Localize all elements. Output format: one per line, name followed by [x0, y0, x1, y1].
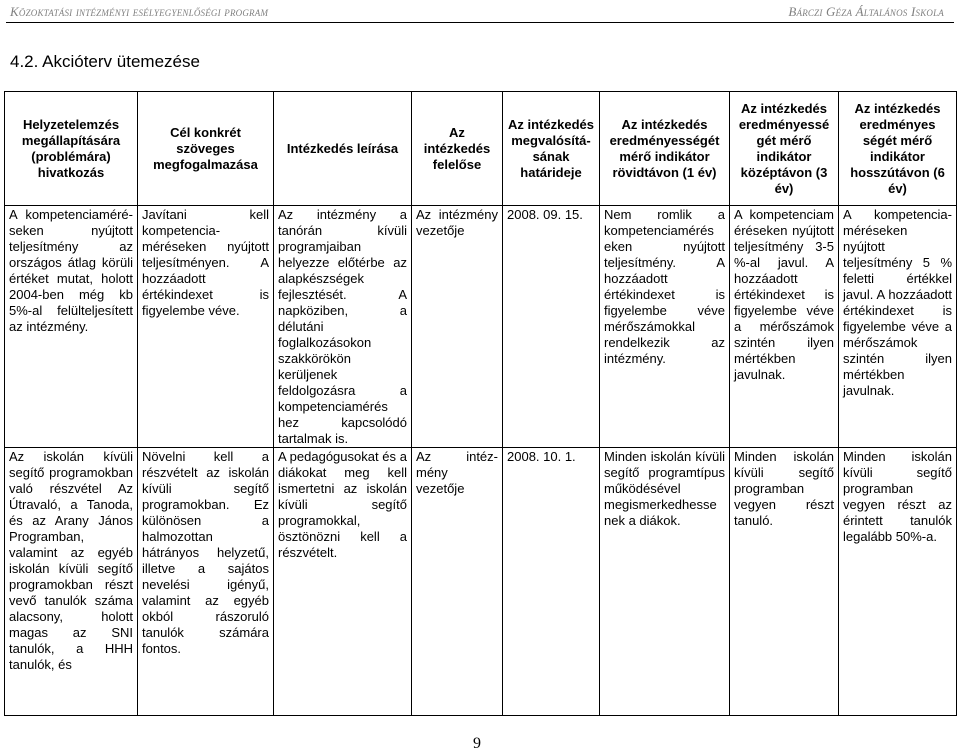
- table-cell: A kompetenciam éréseken nyújtott teljesítmény 3-5 %-al javul. A hozzáadott értékindexet is figyelembe véve a mérőszámok szintén ilyen mértékben javulnak.: [730, 206, 839, 448]
- table-cell: Javítani kell kompetencia-méréseken nyújtott teljesítményen. A hozzáadott értékindexet is figyelembe véve.: [138, 206, 274, 448]
- table-cell: Minden iskolán kívüli segítő programban vegyen részt tanuló.: [730, 448, 839, 716]
- table-cell: Az intézmény a tanórán kívüli programjaiban helyezze előtérbe az alapkészségek fejlesztését. A napköziben, a délutáni foglalkozásokon szakkörökön kerüljenek feldolgozásra a kompetenciamérés hez kapcsolódó tartalmak is.: [274, 206, 412, 448]
- column-header: Az intézkedés eredményességét mérő indikátor rövidtávon (1 év): [600, 92, 730, 206]
- column-header: Az intézkedés megvalósítá-sának határideje: [503, 92, 600, 206]
- header-divider: [6, 22, 954, 23]
- table-header-row: [5, 92, 957, 206]
- table-cell: 2008. 10. 1.: [503, 448, 600, 716]
- column-header: Intézkedés leírása: [274, 92, 412, 206]
- running-header-right: Bárczi Géza Általános Iskola: [788, 4, 944, 19]
- section-title: 4.2. Akcióterv ütemezése: [10, 52, 200, 71]
- table-cell: Az intézmény vezetője: [412, 206, 503, 448]
- table-cell: 2008. 09. 15.: [503, 206, 600, 448]
- table-cell: A kompetenciaméré-seken nyújtott teljesítmény az országos átlag körüli értéket mutat, holott 2004-ben még kb 5%-al felülteljesített az intézmény.: [5, 206, 138, 448]
- column-header: Az intézkedés eredményes ségét mérő indikátor hosszútávon (6 év): [839, 92, 957, 206]
- column-header: Cél konkrét szöveges megfogalmazása: [138, 92, 274, 206]
- running-header-left: Közoktatási intézményi esélyegyenlőségi program: [10, 4, 269, 19]
- table-cell: Az intéz-mény vezetője: [412, 448, 503, 716]
- column-header: Az intézkedés eredményessé gét mérő indikátor középtávon (3 év): [730, 92, 839, 206]
- table-cell: A kompetencia-méréseken nyújtott teljesítmény 5 % feletti értékkel javul. A hozzáadott értékindexet is figyelembe véve a mérőszámok szintén ilyen mértékben javulnak.: [839, 206, 957, 448]
- column-header: Helyzetelemzés megállapítására (problémára) hivatkozás: [5, 92, 138, 206]
- table-cell: Növelni kell a részvételt az iskolán kívüli segítő programokban. Ez különösen a halmozottan hátrányos helyzetű, illetve a sajátos nevelési igényű, valamint az egyéb okból rászoruló tanulók számára fontos.: [138, 448, 274, 716]
- table-row: [5, 206, 957, 448]
- table-cell: Nem romlik a kompetenciamérés eken nyújtott teljesítmény. A hozzáadott értékindexet is figyelembe véve mérőszámokkal rendelkezik az intézmény.: [600, 206, 730, 448]
- table-cell: Minden iskolán kívüli segítő programtípus működésével megismerkedhesse nek a diákok.: [600, 448, 730, 716]
- table-row: [5, 448, 957, 716]
- column-header: Az intézkedés felelőse: [412, 92, 503, 206]
- action-plan-table: [4, 91, 957, 716]
- page-number: 9: [473, 735, 481, 752]
- table-cell: A pedagógusokat és a diákokat meg kell ismertetni az iskolán kívüli segítő programokkal, ösztönözni kell a részvételt.: [274, 448, 412, 716]
- table-cell: Minden iskolán kívüli segítő programban vegyen részt az érintett tanulók legalább 50%-a.: [839, 448, 957, 716]
- table-cell: Az iskolán kívüli segítő programokban való részvétel Az Útravaló, a Tanoda, és az Arany János Programban, valamint az egyéb iskolán kívüli segítő programokban részt vevő tanulók száma alacsony, holott magas az SNI tanulók, a HHH tanulók, és: [5, 448, 138, 716]
